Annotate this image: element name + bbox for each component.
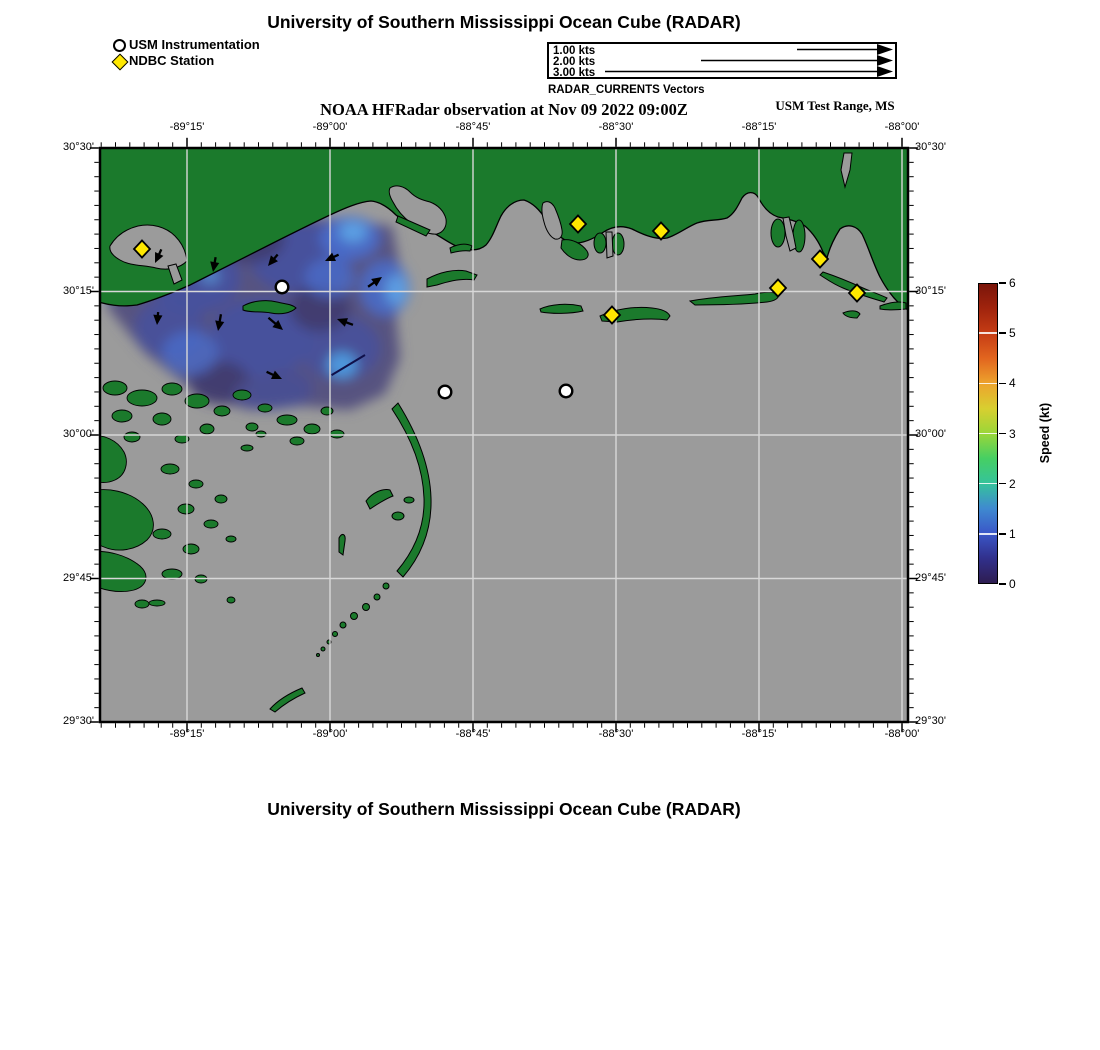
colorbar-tick-label: 2: [1009, 476, 1016, 491]
lat-label: 30°30': [63, 141, 94, 153]
islet: [392, 512, 404, 520]
biloxi-channel: [606, 232, 613, 258]
colorbar-gridline: [979, 433, 997, 435]
colorbar-tick: [999, 383, 1006, 385]
page-title: University of Southern Mississippi Ocean Cube (RADAR): [267, 12, 741, 32]
observation-subtitle: NOAA HFRadar observation at Nov 09 2022 09:00Z: [320, 100, 688, 119]
vector-scale-label: 3.00 kts: [553, 66, 596, 79]
legend-ndbc-label: NDBC Station: [129, 53, 215, 68]
vectors-caption: RADAR_CURRENTS Vectors: [548, 84, 705, 96]
range-label: USM Test Range, MS: [775, 98, 895, 113]
usm-station-marker: [560, 385, 573, 398]
lon-label: -88°30': [598, 728, 634, 740]
arrowhead: [877, 55, 893, 66]
lon-label: -89°00': [312, 728, 348, 740]
footer-title: University of Southern Mississippi Ocean Cube (RADAR): [267, 799, 741, 819]
colorbar-gridline: [979, 383, 997, 385]
colorbar-tick: [999, 282, 1006, 284]
map: [86, 134, 922, 736]
colorbar-tick-label: 6: [1009, 276, 1016, 290]
islet: [404, 497, 414, 503]
lon-label: -88°15': [741, 121, 777, 133]
colorbar-tick-label: 1: [1009, 526, 1016, 541]
lat-label: 30°15': [915, 284, 946, 297]
usm-station-marker: [276, 281, 289, 294]
lon-label: -88°45': [455, 121, 491, 133]
lat-label: 29°30': [63, 715, 94, 727]
lon-label: -89°15': [169, 121, 205, 133]
colorbar-gridline: [979, 332, 997, 334]
delta-lobe: [612, 233, 624, 255]
colorbar-tick-label: 3: [1009, 426, 1016, 441]
lat-label: 30°30': [915, 141, 946, 153]
delta-lobe: [594, 233, 606, 253]
colorbar-tick: [999, 483, 1006, 485]
delta-lobe: [771, 219, 785, 247]
arrowhead: [877, 66, 893, 77]
vector-scale-arrows: [549, 44, 895, 77]
vector-scale-label: 1.00 kts: [553, 44, 596, 57]
lon-label: -88°45': [455, 728, 491, 740]
colorbar-tick: [999, 332, 1006, 334]
lat-label: 30°15': [63, 284, 94, 297]
lon-label: -89°15': [169, 728, 205, 740]
vector-scale-label: 2.00 kts: [553, 55, 596, 68]
legend-usm-label: USM Instrumentation: [129, 37, 260, 52]
arrowhead: [877, 44, 893, 55]
vector-scale-box: [547, 42, 897, 79]
lon-label: -89°00': [312, 121, 348, 133]
colorbar-gridline: [979, 483, 997, 485]
usm-instrumentation-icon: [113, 39, 126, 52]
lat-label: 29°45': [63, 571, 94, 584]
colorbar-tick: [999, 433, 1006, 435]
lon-label: -88°00': [884, 121, 920, 133]
lat-label: 30°00': [915, 428, 946, 440]
colorbar-tick-label: 4: [1009, 376, 1016, 391]
lat-label: 30°00': [63, 428, 94, 440]
colorbar-tick-label: 0: [1009, 577, 1016, 591]
colorbar-title: Speed (kt): [1038, 402, 1052, 464]
ndbc-station-icon: [112, 54, 129, 71]
lat-label: 29°30': [915, 715, 946, 727]
lon-label: -88°15': [741, 728, 777, 740]
usm-station-marker: [439, 386, 452, 399]
lon-label: -88°30': [598, 121, 634, 133]
colorbar-tick-label: 5: [1009, 326, 1016, 341]
colorbar-gridline: [979, 533, 997, 535]
lat-label: 29°45': [915, 571, 946, 584]
colorbar-tick: [999, 583, 1006, 585]
colorbar-tick: [999, 533, 1006, 535]
lon-label: -88°00': [884, 728, 920, 740]
